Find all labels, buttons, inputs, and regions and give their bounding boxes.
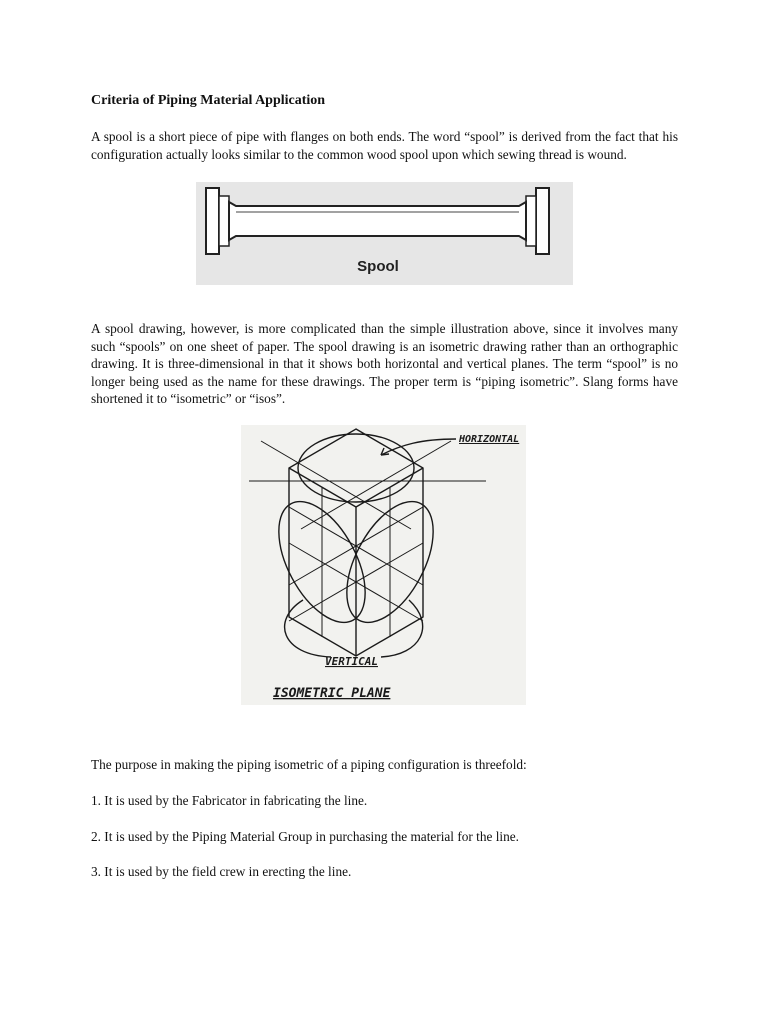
horizontal-label: HORIZONTAL xyxy=(459,434,520,445)
vertical-label: VERTICAL xyxy=(325,655,378,668)
horizontal-ellipse xyxy=(298,434,414,502)
left-flange xyxy=(206,188,219,254)
document-title: Criteria of Piping Material Application xyxy=(91,93,326,108)
right-flange-hub xyxy=(526,196,536,246)
right-flange xyxy=(536,188,549,254)
spool-figure xyxy=(196,182,573,285)
left-flange-hub xyxy=(219,196,229,246)
pipe-body xyxy=(229,202,526,240)
isometric-plane-figure xyxy=(241,425,526,705)
isometric-cube-sketch xyxy=(241,425,526,705)
purpose-item-2: 2. It is used by the Piping Material Group in purchasing the material for the line. xyxy=(91,829,519,844)
purpose-item-1: 1. It is used by the Fabricator in fabricating the line. xyxy=(91,793,368,808)
isometric-caption: ISOMETRIC PLANE xyxy=(273,686,391,701)
paragraph-spool-drawing: A spool drawing, however, is more complicated than the simple illustration above, since it involves many such “spools” on one sheet of paper. The spool drawing is an isometric drawing rather than an orthographic drawing. It is three-dimensional in that it shows both horizontal and vertical planes. The term “spool” is no longer being used as the name for these drawings. The proper term is “piping isometric”. Slang forms have shortened it to “isometric” or “isos”. xyxy=(91,321,678,407)
purpose-item-3: 3. It is used by the field crew in erecting the line. xyxy=(91,864,352,879)
purpose-intro: The purpose in making the piping isometric of a piping configuration is threefold: xyxy=(91,757,527,772)
construction-line xyxy=(301,441,451,529)
spool-illustration xyxy=(196,182,573,285)
paragraph-spool-definition: A spool is a short piece of pipe with flanges on both ends. The word “spool” is derived from the fact that his configuration actually looks similar to the common wood spool upon which sewing thread is wound. xyxy=(91,129,678,162)
spool-label: Spool xyxy=(357,258,399,275)
